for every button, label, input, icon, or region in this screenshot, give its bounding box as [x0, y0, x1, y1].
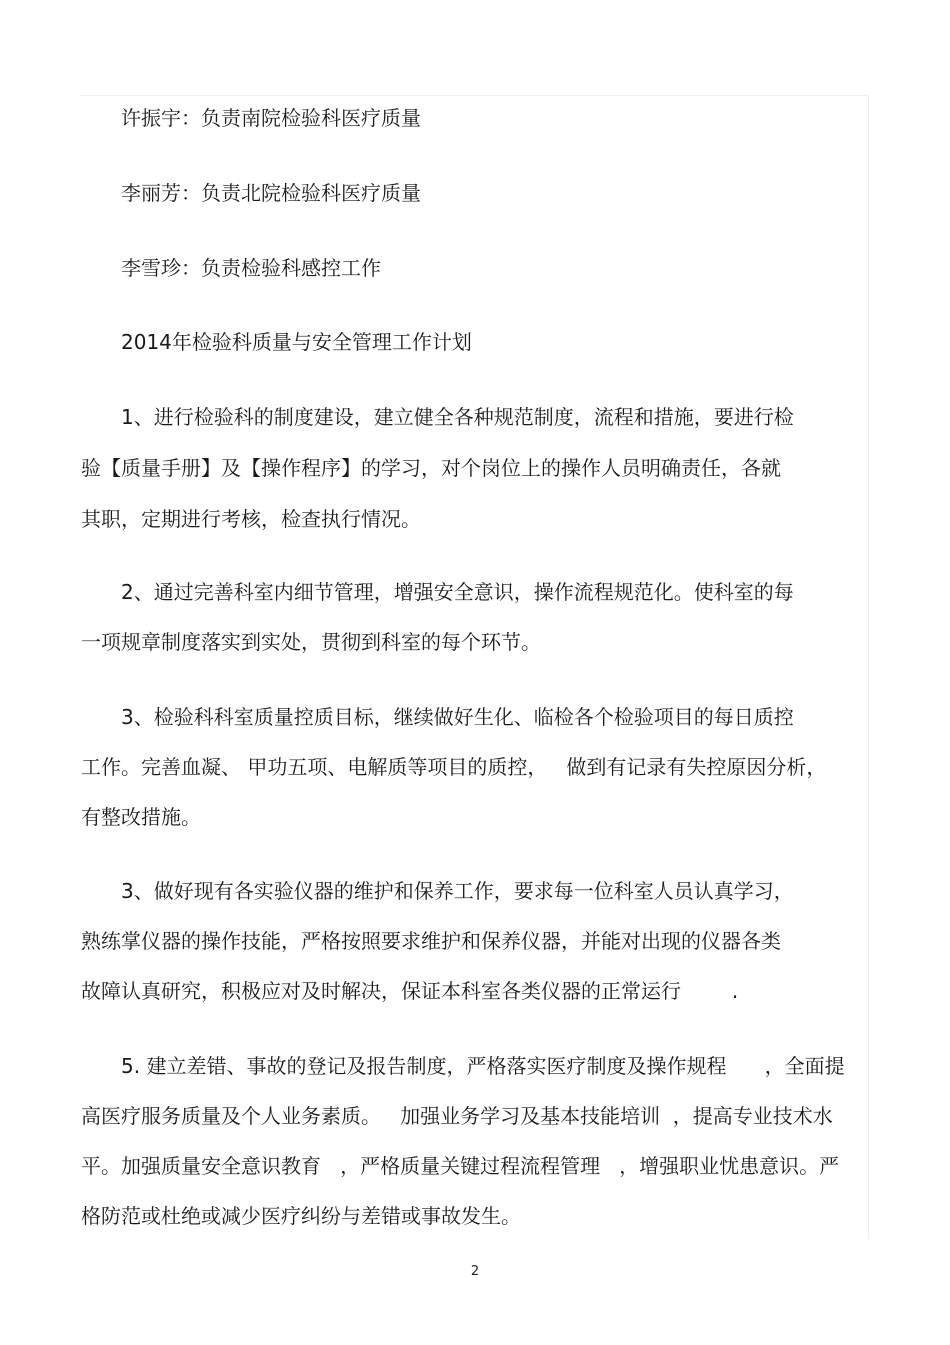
plan-title: 2014年检验科质量与安全管理工作计划	[121, 330, 472, 354]
item-1-line-1: 1、进行检验科的制度建设，建立健全各种规范制度，流程和措施，要进行检	[121, 405, 794, 429]
item-4-line-2: 熟练掌仪器的操作技能，严格按照要求维护和保养仪器，并能对出现的仪器各类	[81, 929, 781, 953]
staff-line-3: 李雪珍：负责检验科感控工作	[121, 256, 381, 280]
staff-line-2: 李丽芳：负责北院检验科医疗质量	[121, 181, 421, 205]
item-5-line-4: 格防范或杜绝或减少医疗纠纷与差错或事故发生。	[81, 1204, 521, 1228]
item-5-line-2: 高医疗服务质量及个人业务素质。 加强业务学习及基本技能培训 ，提高专业技术水	[81, 1104, 833, 1128]
item-2-line-2: 一项规章制度落实到实处，贯彻到科室的每个环节。	[81, 630, 541, 654]
staff-line-1: 许振宇：负责南院检验科医疗质量	[121, 106, 421, 130]
item-4-line-3: 故障认真研究，积极应对及时解决，保证本科室各类仪器的正常运行 .	[81, 979, 739, 1003]
item-4-line-1: 3、做好现有各实验仪器的维护和保养工作，要求每一位科室人员认真学习，	[121, 879, 794, 903]
page-number: 2	[470, 1264, 480, 1279]
item-3-line-2: 工作。完善血凝、 甲功五项、电解质等项目的质控， 做到有记录有失控原因分析，	[81, 755, 827, 779]
item-2-line-1: 2、通过完善科室内细节管理，增强安全意识，操作流程规范化。使科室的每	[121, 580, 794, 604]
item-1-line-3: 其职，定期进行考核，检查执行情况。	[81, 507, 421, 531]
item-1-line-2: 验【质量手册】及【操作程序】的学习，对个岗位上的操作人员明确责任，各就	[81, 456, 781, 480]
item-3-line-1: 3、检验科科室质量控质目标，继续做好生化、临检各个检验项目的每日质控	[121, 705, 794, 729]
item-5-line-1: 5. 建立差错、事故的登记及报告制度，严格落实医疗制度及操作规程 ，全面提	[121, 1054, 845, 1078]
item-5-line-3: 平。加强质量安全意识教育 ，严格质量关键过程流程管理 ，增强职业忧患意识。严	[81, 1154, 840, 1178]
item-3-line-3: 有整改措施。	[81, 805, 201, 829]
